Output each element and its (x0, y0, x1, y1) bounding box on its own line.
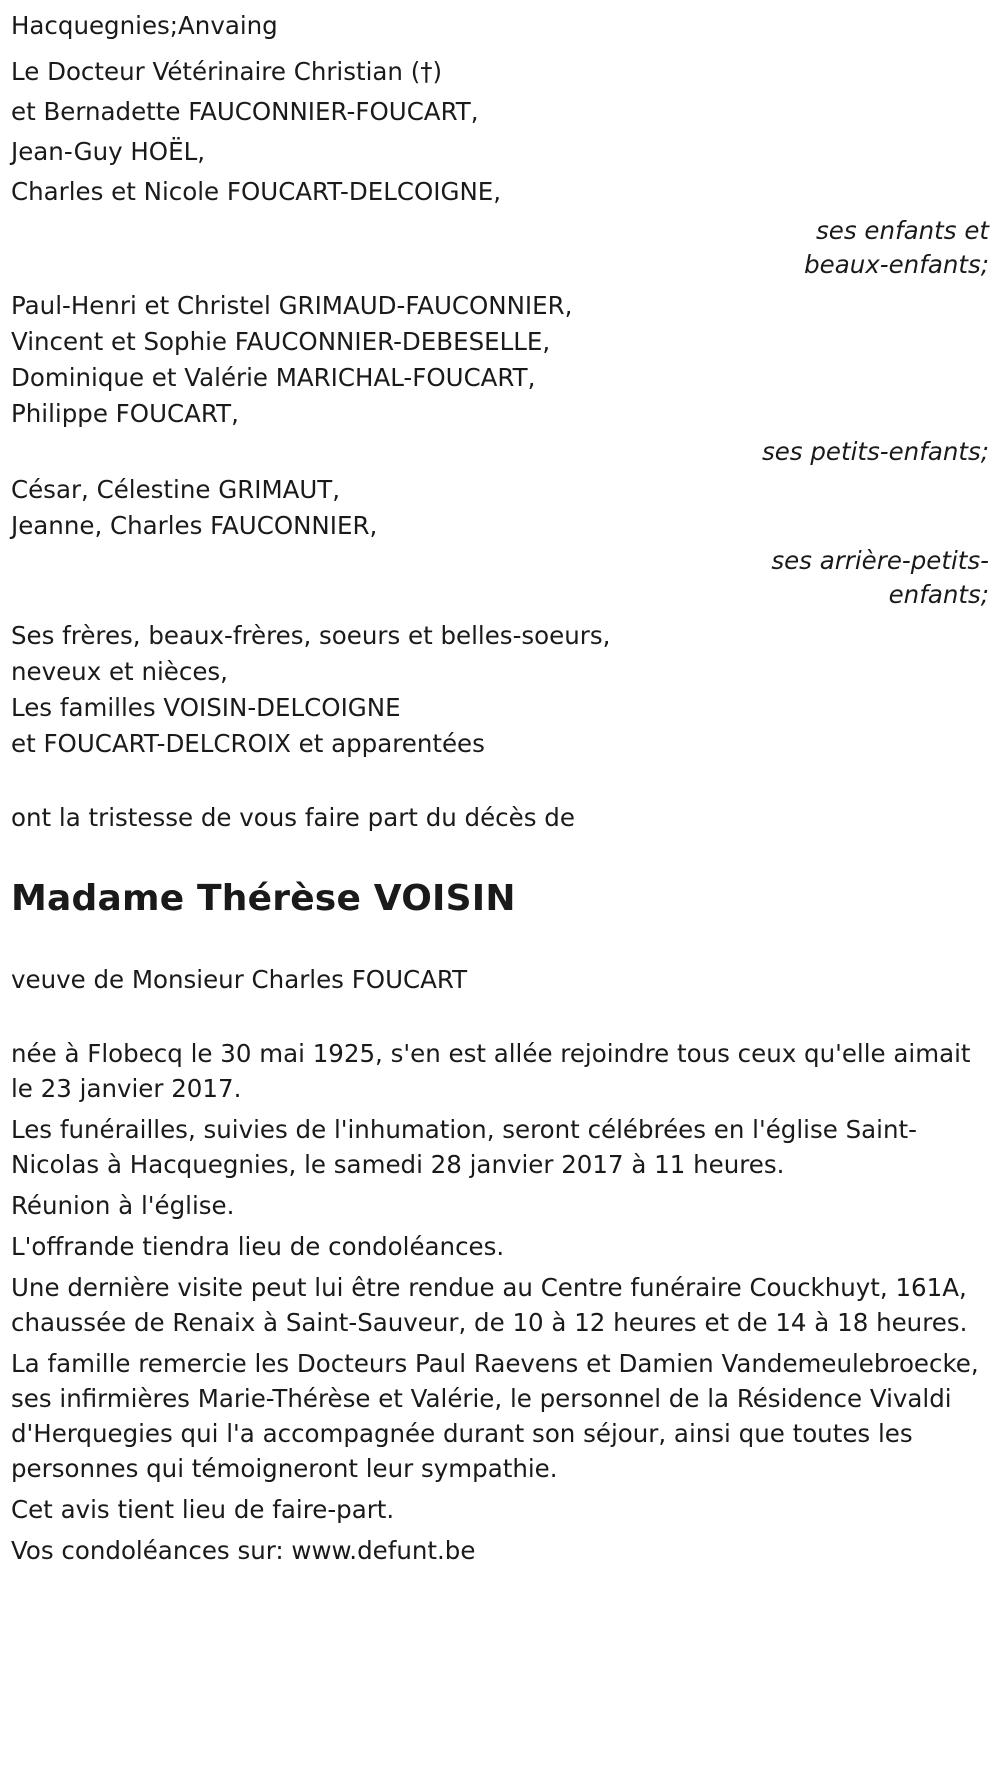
grandchildren-role: ses petits-enfants; (761, 437, 989, 466)
widow-of-text: veuve de Monsieur Charles FOUCART (11, 965, 468, 994)
grandchildren-line: Paul-Henri et Christel GRIMAUD-FAUCONNIER, (11, 291, 573, 320)
great-grandchildren-section (11, 472, 988, 612)
family-line: neveux et nièces, (11, 657, 228, 686)
grandchildren-line: Philippe FOUCART, (11, 399, 239, 428)
notice-paragraph: Cet avis tient lieu de faire-part. (11, 1495, 395, 1524)
children-line: Jean-Guy HOËL, (11, 137, 206, 166)
children-section (11, 52, 988, 282)
funeral-paragraph: Les funérailles, suivies de l'inhumation, seront célébrées en l'église Saint-Nicolas à Hacquegnies, le samedi 28 janvier 2017 à 11 heures. (11, 1115, 917, 1179)
family-line: Ses frères, beaux-frères, soeurs et belles-soeurs, (11, 621, 611, 650)
great-grandchildren-role: ses arrière-petits- (771, 546, 989, 575)
announcement-text: ont la tristesse de vous faire part du décès de (11, 803, 575, 832)
thanks-paragraph: La famille remercie les Docteurs Paul Raevens et Damien Vandemeulebroecke, ses infirmières Marie-Thérèse et Valérie, le personnel de la Résidence Vivaldi d'Herquegies qui l'a accompagnée durant son séjour, ainsi que toutes les personnes qui témoigneront leur sympathie. (11, 1349, 979, 1483)
children-line: Le Docteur Vétérinaire Christian (†) (11, 57, 443, 86)
great-grandchildren-line: Jeanne, Charles FAUCONNIER, (11, 511, 378, 540)
visit-paragraph: Une dernière visite peut lui être rendue au Centre funéraire Couckhuyt, 161A, chaussée de Renaix à Saint-Sauveur, de 10 à 12 heures et de 14 à 18 heures. (11, 1273, 968, 1337)
children-role: ses enfants et (816, 216, 989, 245)
grandchildren-line: Dominique et Valérie MARICHAL-FOUCART, (11, 363, 536, 392)
place-heading: Hacquegnies;Anvaing (11, 11, 278, 40)
offering-paragraph: L'offrande tiendra lieu de condoléances. (11, 1232, 505, 1261)
children-line: Charles et Nicole FOUCART-DELCOIGNE, (11, 177, 502, 206)
grandchildren-line: Vincent et Sophie FAUCONNIER-DEBESELLE, (11, 327, 551, 356)
family-section (11, 618, 988, 762)
children-line: et Bernadette FAUCONNIER-FOUCART, (11, 97, 479, 126)
great-grandchildren-role: enfants; (888, 580, 989, 609)
family-line: et FOUCART-DELCROIX et apparentées (11, 729, 485, 758)
spacer (11, 838, 988, 874)
spacer (11, 762, 988, 798)
spacer (11, 1000, 988, 1036)
deceased-name: Madame Thérèse VOISIN (11, 878, 516, 919)
details-section (11, 1036, 988, 1568)
children-role: beaux-enfants; (804, 250, 989, 279)
birth-death-paragraph: née à Flobecq le 30 mai 1925, s'en est allée rejoindre tous ceux qu'elle aimait le 23 janvier 2017. (11, 1039, 971, 1103)
condolences-paragraph: Vos condoléances sur: www.defunt.be (11, 1536, 476, 1565)
great-grandchildren-line: César, Célestine GRIMAUT, (11, 475, 341, 504)
family-line: Les familles VOISIN-DELCOIGNE (11, 693, 401, 722)
spacer (11, 924, 988, 960)
grandchildren-section (11, 288, 988, 472)
meeting-paragraph: Réunion à l'église. (11, 1191, 235, 1220)
